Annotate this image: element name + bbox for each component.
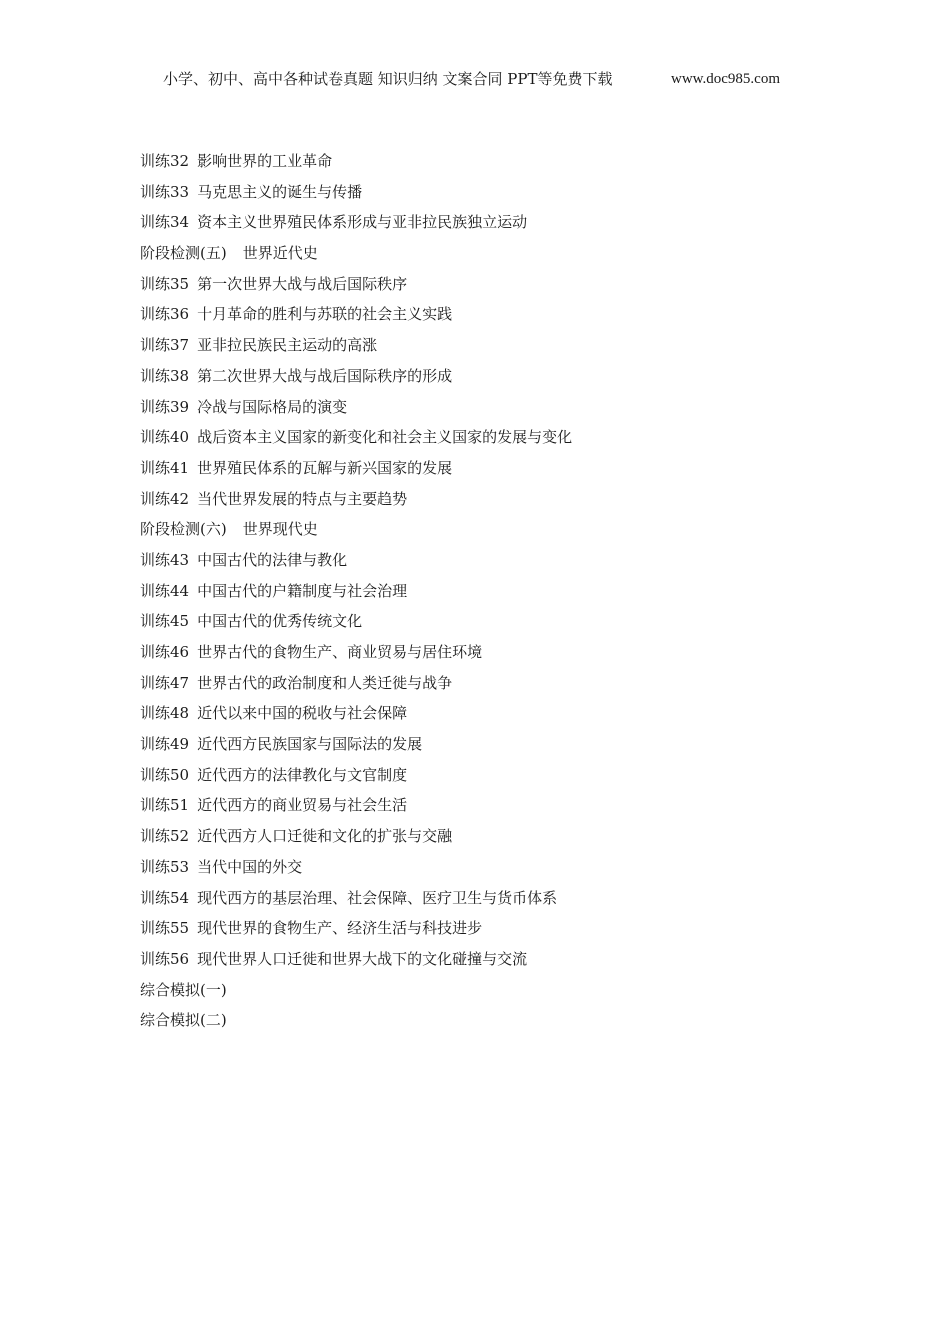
toc-item-number: 训练33 [140, 182, 190, 201]
toc-item-number: 阶段检测(六) [140, 520, 227, 539]
toc-item-number: 阶段检测(五) [140, 244, 227, 263]
toc-item [140, 883, 860, 914]
toc-item-number: 训练37 [140, 336, 190, 355]
toc-item-number: 训练36 [140, 305, 190, 324]
toc-item [140, 790, 860, 821]
toc-item-number: 训练43 [140, 550, 190, 569]
toc-item-title: 资本主义世界殖民体系形成与亚非拉民族独立运动 [197, 213, 528, 232]
toc-item-title: 近代西方的法律教化与文官制度 [197, 765, 408, 784]
toc-item-number: 训练56 [140, 949, 190, 968]
toc-item-number: 训练45 [140, 612, 190, 631]
toc-item-title: 当代中国的外交 [197, 857, 303, 876]
toc-item-title: 世界古代的食物生产、商业贸易与居住环境 [197, 643, 483, 661]
toc-item-number: 综合模拟(一) [140, 980, 227, 999]
toc-item-title: 世界殖民体系的瓦解与新兴国家的发展 [197, 458, 453, 477]
toc-item-number: 训练39 [140, 397, 190, 416]
toc-item [140, 238, 860, 269]
toc-item-title: 影响世界的工业革命 [197, 152, 333, 170]
toc-item-title: 世界现代史 [242, 520, 318, 539]
toc-item [140, 299, 860, 330]
toc-item-title: 亚非拉民族民主运动的高涨 [197, 336, 378, 355]
toc-item [140, 207, 860, 238]
toc-item [140, 821, 860, 852]
toc-item-title: 近代西方人口迁徙和文化的扩张与交融 [197, 827, 453, 846]
toc-item [140, 913, 860, 944]
toc-item-title: 中国古代的法律与教化 [197, 550, 348, 569]
toc-item-number: 训练44 [140, 581, 190, 600]
toc-item-number: 训练55 [140, 919, 190, 938]
toc-item [140, 729, 860, 760]
toc-item-number: 训练50 [140, 765, 190, 784]
toc-item-number: 训练42 [140, 489, 190, 508]
toc-item [140, 606, 860, 637]
toc-item-title: 第二次世界大战与战后国际秩序的形成 [197, 366, 453, 385]
toc-item-number: 训练34 [140, 213, 190, 232]
toc-item [140, 760, 860, 791]
toc-item-title: 当代世界发展的特点与主要趋势 [197, 489, 408, 508]
toc-item-number: 训练51 [140, 796, 190, 815]
toc-item-number: 训练52 [140, 827, 190, 846]
toc-item-number: 训练40 [140, 428, 190, 447]
table-of-contents [140, 146, 860, 1036]
toc-item-number: 训练48 [140, 704, 190, 723]
toc-item-title: 第一次世界大战与战后国际秩序 [197, 274, 408, 293]
toc-item [140, 330, 860, 361]
toc-item-title: 现代西方的基层治理、社会保障、医疗卫生与货币体系 [197, 888, 558, 907]
toc-item [140, 944, 860, 975]
toc-item-title: 中国古代的优秀传统文化 [197, 612, 363, 631]
toc-item-number: 训练47 [140, 673, 190, 692]
header-url: www.doc985.com [671, 71, 781, 87]
toc-item-title: 中国古代的户籍制度与社会治理 [197, 581, 408, 600]
toc-item [140, 269, 860, 300]
toc-item-number: 训练53 [140, 857, 190, 876]
toc-item-number: 训练35 [140, 274, 190, 293]
toc-item-number: 训练32 [140, 152, 190, 170]
toc-item-title: 马克思主义的诞生与传播 [197, 182, 363, 201]
toc-item-title: 冷战与国际格局的演变 [197, 397, 348, 416]
toc-item-title: 近代西方民族国家与国际法的发展 [197, 735, 423, 754]
toc-item-number: 综合模拟(二) [140, 1011, 227, 1030]
toc-item [140, 361, 860, 392]
toc-item-title: 世界古代的政治制度和人类迁徙与战争 [197, 673, 453, 692]
toc-item-number: 训练49 [140, 735, 190, 754]
toc-item-title: 现代世界人口迁徙和世界大战下的文化碰撞与交流 [197, 949, 528, 968]
toc-item [140, 545, 860, 576]
toc-item-number: 训练38 [140, 366, 190, 385]
page-header [0, 66, 950, 92]
toc-item-title: 近代以来中国的税收与社会保障 [197, 704, 408, 723]
toc-item [140, 698, 860, 729]
toc-item [140, 177, 860, 208]
toc-item-title: 战后资本主义国家的新变化和社会主义国家的发展与变化 [197, 428, 573, 447]
toc-item-number: 训练54 [140, 888, 190, 907]
toc-item [140, 422, 860, 453]
toc-item [140, 484, 860, 515]
toc-item [140, 514, 860, 545]
toc-item [140, 146, 860, 177]
toc-item [140, 576, 860, 607]
toc-item [140, 637, 860, 668]
toc-item-number: 训练41 [140, 458, 190, 477]
toc-item-title: 世界近代史 [242, 244, 318, 263]
toc-item [140, 1005, 860, 1036]
toc-item-title: 近代西方的商业贸易与社会生活 [197, 796, 408, 815]
header-text: 小学、初中、高中各种试卷真题 知识归纳 文案合同 PPT等免费下载 [163, 70, 613, 88]
toc-item [140, 852, 860, 883]
toc-item [140, 975, 860, 1006]
toc-item-title: 现代世界的食物生产、经济生活与科技进步 [197, 919, 483, 938]
toc-item [140, 392, 860, 423]
toc-item-title: 十月革命的胜利与苏联的社会主义实践 [197, 305, 453, 324]
toc-item [140, 668, 860, 699]
toc-item [140, 453, 860, 484]
toc-item-number: 训练46 [140, 643, 190, 661]
